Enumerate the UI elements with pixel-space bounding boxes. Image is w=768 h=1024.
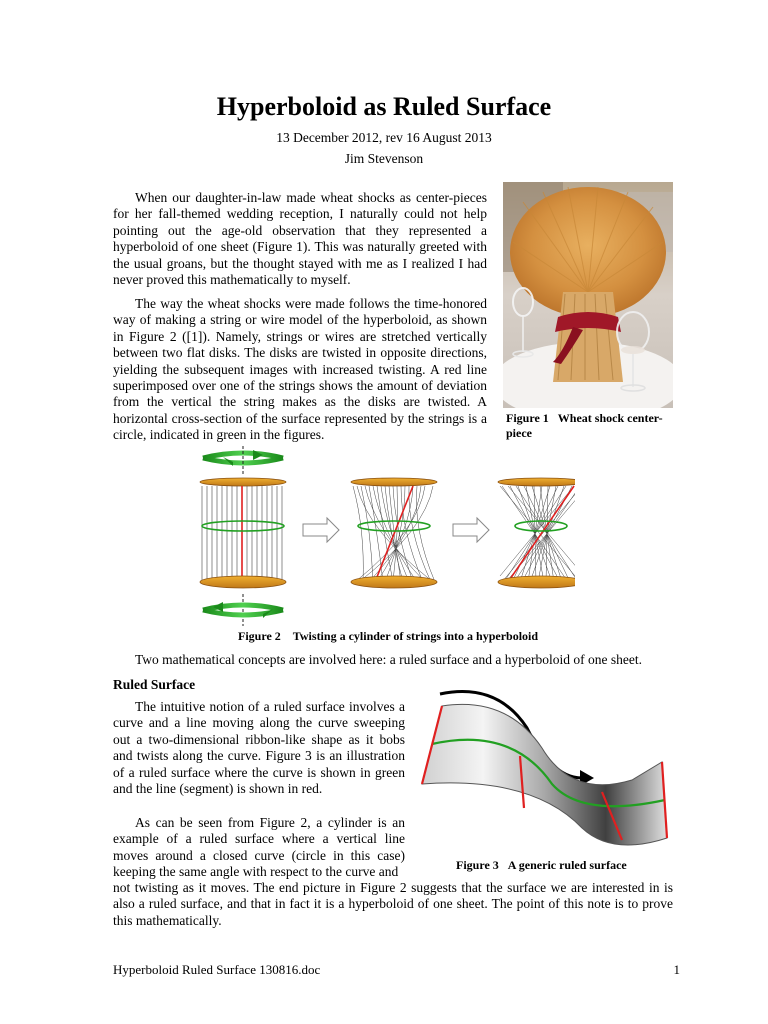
paragraph-4-text: The intuitive notion of a ruled surface involves a curve and a line moving along the curve sweeping out a two-dimensional ribbon-like shape as it bobs and twists along the curve. Figure 3 is an illustration of a ruled surface where the curve is shown in green and the line (segment) is shown in red.: [113, 699, 405, 797]
paragraph-5-part-2: [113, 880, 673, 929]
stage-1-cylinder: [200, 478, 286, 588]
paragraph-4: [113, 699, 405, 797]
figure-1-caption: [506, 411, 676, 441]
figure-2-diagram: [195, 446, 575, 626]
paragraph-3: [113, 652, 673, 668]
figure-3-diagram: [412, 688, 682, 850]
paragraph-2-text: The way the wheat shocks were made follows the time-honored way of making a string or wire model of the hyperboloid, as shown in Figure 2 ([1]). Namely, strings or wires are stretched vertically between two flat disks. The disks are twisted in opposite directions, yielding the subsequent images with increased twisting. A red line superimposed over one of the strings shows the amount of deviation from the vertical the string makes as the disks are twisted. A horizontal cross-section of the surface represented by the strings is a circle, indicated in green in the figures.: [113, 296, 487, 443]
author-line: Jim Stevenson: [344, 151, 424, 166]
paragraph-2: [113, 296, 487, 444]
figure-1-number: Figure 1: [506, 411, 549, 425]
wheat-shock-image: [503, 182, 673, 408]
figure-3-caption: [456, 858, 627, 873]
page-title: Hyperboloid as Ruled Surface: [216, 92, 552, 121]
figure-1-caption-text: Wheat shock center-piece: [506, 411, 663, 440]
paragraph-5-text-2: not twisting as it moves. The end picture in Figure 2 suggests that the surface we are interested in is also a ruled surface, and that in fact it is a hyperboloid of one sheet. The point of this note is to prove this mathematically.: [113, 880, 673, 928]
transition-arrow-icon: [453, 518, 489, 542]
paragraph-5-part-1: [113, 815, 405, 881]
transition-arrow-icon: [303, 518, 339, 542]
figure-3-caption-text: A generic ruled surface: [507, 858, 627, 872]
ruled-surface-ribbon: [412, 688, 682, 850]
figure-3-number: Figure 3: [456, 858, 499, 872]
paragraph-3-text: Two mathematical concepts are involved here: a ruled surface and a hyperboloid of one sheet.: [135, 652, 642, 667]
figure-2-caption: [238, 629, 538, 644]
stage-2-partial-hyperboloid: [351, 478, 437, 588]
figure-1-photo: [503, 182, 673, 408]
paragraph-1-text: When our daughter-in-law made wheat shocks as center-pieces for her fall-themed wedding reception, I naturally could not help pointing out the age-old observation that they represented a hyperboloid of one sheet (Figure 1). This was naturally greeted with the usual groans, but the thought stayed with me as I realized I had never proved this mathematically to myself.: [113, 190, 487, 288]
footer-filename: Hyperboloid Ruled Surface 130816.doc: [113, 962, 321, 977]
date-line: 13 December 2012, rev 16 August 2013: [276, 130, 492, 145]
paragraph-5-text-1: As can be seen from Figure 2, a cylinder is an example of a ruled surface where a vertical line moves around a closed curve (circle in this case) keeping the same angle with respect to the curve and: [113, 815, 405, 880]
paragraph-1: [113, 190, 487, 288]
footer-page-number: 1: [673, 962, 680, 977]
figure-2-caption-text: Twisting a cylinder of strings into a hyperboloid: [292, 629, 539, 643]
section-heading-ruled-surface: Ruled Surface: [113, 677, 196, 692]
stage-3-hyperboloid: [498, 478, 575, 588]
twisting-cylinder-figure: [195, 446, 575, 626]
figure-2-number: Figure 2: [238, 629, 281, 643]
